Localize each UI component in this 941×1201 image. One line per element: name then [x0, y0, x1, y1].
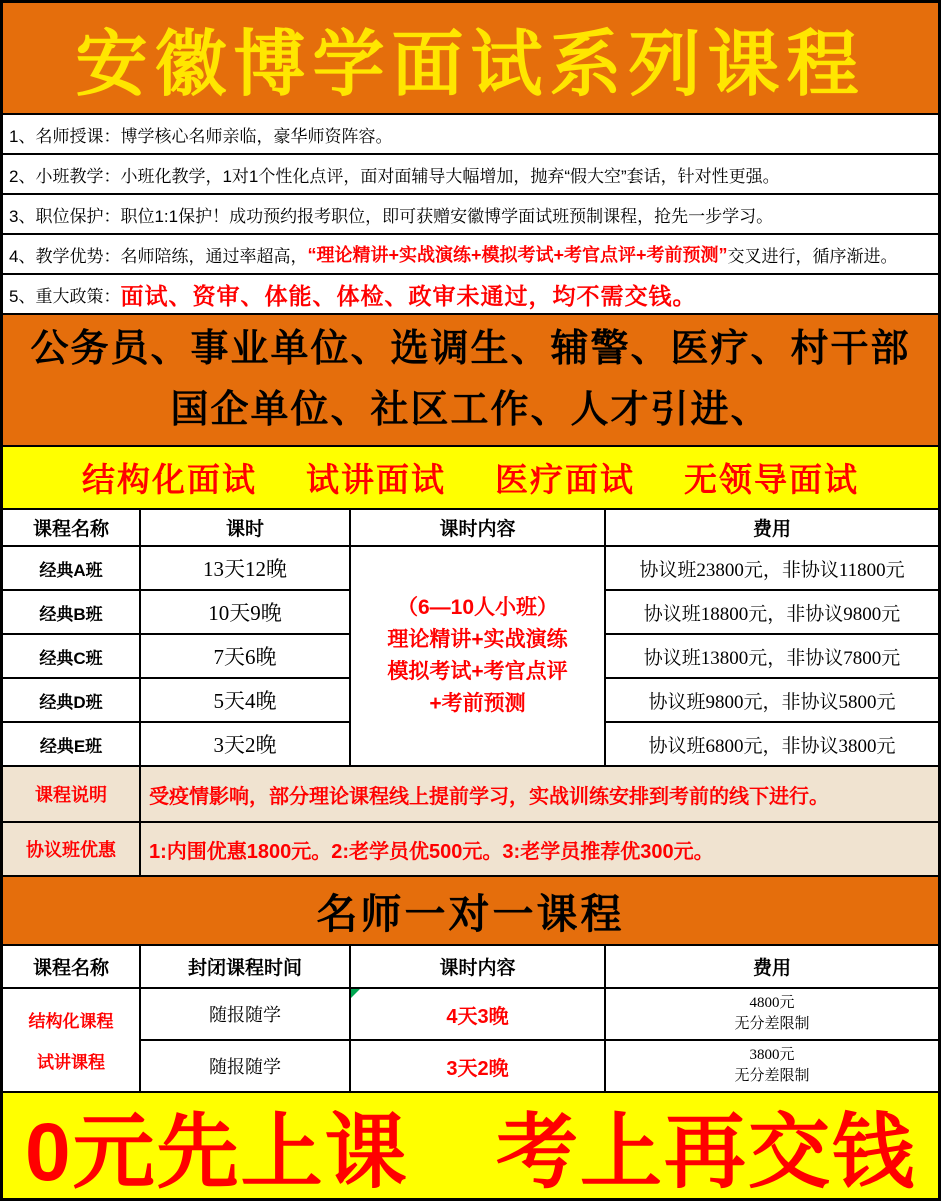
duration-class-c: 7天6晚 — [141, 635, 351, 679]
col-header-schedule: 封闭课程时间 — [141, 946, 351, 989]
col-header-price: 费用 — [606, 946, 938, 989]
col-header-course-name: 课程名称 — [3, 510, 141, 547]
audience-line-2: 国企单位、社区工作、人才引进、 — [170, 389, 771, 431]
note-content: 受疫情影响，部分理论课程线上提前学习，实战训练安排到考前的线下进行。 — [149, 785, 829, 808]
duration-text: 3天2晚 — [446, 1057, 509, 1080]
feature-label: 5、重大政策： — [9, 286, 121, 306]
price-class-d: 协议班9800元，非协议5800元 — [606, 679, 938, 723]
one-on-one-table — [3, 946, 938, 1093]
feature-text: 2、小班教学：小班化教学，1对1个性化点评，面对面辅导大幅增加，抛弃“假大空”套话，针对性更强。 — [9, 166, 780, 186]
feature-text: 3、职位保护：职位1:1保护！成功预约报考职位，即可获赠安徽博学面试班预制课程，抢先一步学习。 — [9, 206, 774, 226]
duration-row-1 — [351, 989, 606, 1041]
interview-type-lecture: 试讲面试 — [306, 461, 446, 498]
feature-text: 1、名师授课：博学核心名师亲临，豪华师资阵容。 — [9, 126, 393, 146]
feature-list — [3, 115, 938, 315]
footer-slogan-part-1: 0元先上课 — [25, 1107, 409, 1198]
one-on-one-course-names-cell — [3, 989, 141, 1091]
content-line-4: +考前预测 — [429, 692, 526, 715]
feature-item-2 — [3, 155, 938, 195]
interview-type-medical: 医疗面试 — [495, 461, 635, 498]
one-on-one-banner — [3, 877, 938, 946]
course-content-merged-cell — [351, 547, 606, 765]
price-class-a: 协议班23800元，非协议11800元 — [606, 547, 938, 591]
footer-slogan-banner — [3, 1093, 938, 1198]
duration-class-d: 5天4晚 — [141, 679, 351, 723]
content-line-1: （6—10人小班） — [396, 596, 559, 619]
note-row-course-info — [3, 767, 938, 823]
note-content: 1:内围优惠1800元。2:老学员优500元。3:老学员推荐优300元。 — [149, 840, 714, 863]
note-label: 协议班优惠 — [3, 823, 141, 875]
duration-class-a: 13天12晚 — [141, 547, 351, 591]
footer-slogan-part-2: 考上再交钱 — [495, 1107, 916, 1198]
interview-type-structured: 结构化面试 — [82, 461, 257, 498]
price-class-c: 协议班13800元，非协议7800元 — [606, 635, 938, 679]
feature-item-4 — [3, 235, 938, 275]
content-line-3: 模拟考试+考官点评 — [387, 660, 568, 683]
table-row-class-c: 经典C班 — [3, 635, 141, 679]
table-row-class-b: 经典B班 — [3, 591, 141, 635]
table-row-class-a: 经典A班 — [3, 547, 141, 591]
interview-type-leaderless: 无领导面试 — [684, 461, 859, 498]
table-row-class-d: 经典D班 — [3, 679, 141, 723]
duration-text: 4天3晚 — [446, 1005, 509, 1028]
col-header-course-name: 课程名称 — [3, 946, 141, 989]
price-class-b: 协议班18800元，非协议9800元 — [606, 591, 938, 635]
schedule-row-1: 随报随学 — [141, 989, 351, 1041]
price-row-2 — [606, 1041, 938, 1091]
feature-text-prefix: 4、教学优势：名师陪练，通过率超高， — [9, 246, 308, 266]
feature-item-3 — [3, 195, 938, 235]
content-line-2: 理论精讲+实战演练 — [387, 628, 568, 651]
schedule-row-2: 随报随学 — [141, 1041, 351, 1091]
price-condition: 无分差限制 — [734, 1068, 810, 1084]
note-label: 课程说明 — [3, 767, 141, 821]
page-title: 安徽博学面试系列课程 — [75, 22, 866, 106]
excel-corner-marker-icon — [351, 989, 360, 998]
interview-types-strip — [3, 447, 938, 510]
duration-class-b: 10天9晚 — [141, 591, 351, 635]
duration-class-e: 3天2晚 — [141, 723, 351, 765]
col-header-price: 费用 — [606, 510, 938, 547]
notes-section — [3, 767, 938, 877]
col-header-duration: 课时 — [141, 510, 351, 547]
feature-text-highlight: “理论精讲+实战演练+模拟考试+考官点评+考前预测” — [307, 245, 728, 265]
feature-item-1 — [3, 115, 938, 155]
price-class-e: 协议班6800元，非协议3800元 — [648, 735, 896, 757]
feature-item-5 — [3, 275, 938, 315]
title-banner — [3, 3, 938, 115]
audience-line-1: 公务员、事业单位、选调生、辅警、医疗、村干部 — [30, 328, 911, 370]
col-header-content: 课时内容 — [351, 510, 606, 547]
price-condition: 无分差限制 — [734, 1016, 810, 1032]
table-row-class-e: 经典E班 — [3, 723, 141, 765]
policy-highlight-text: 面试、资审、体能、体检、政审未通过，均不需交钱。 — [120, 282, 697, 310]
duration-row-2 — [351, 1041, 606, 1091]
course-name-structured: 结构化课程 — [28, 1012, 114, 1031]
course-name-lecture: 试讲课程 — [37, 1053, 105, 1072]
course-table — [3, 510, 938, 767]
price-row-1 — [606, 989, 938, 1041]
col-header-content: 课时内容 — [351, 946, 606, 989]
one-on-one-banner-text: 名师一对一课程 — [316, 891, 625, 937]
price-amount: 4800元 — [749, 995, 795, 1011]
audience-banner — [3, 315, 938, 447]
note-row-discount — [3, 823, 938, 875]
feature-text-suffix: 交叉进行，循序渐进。 — [727, 246, 898, 266]
price-amount: 3800元 — [749, 1047, 795, 1063]
